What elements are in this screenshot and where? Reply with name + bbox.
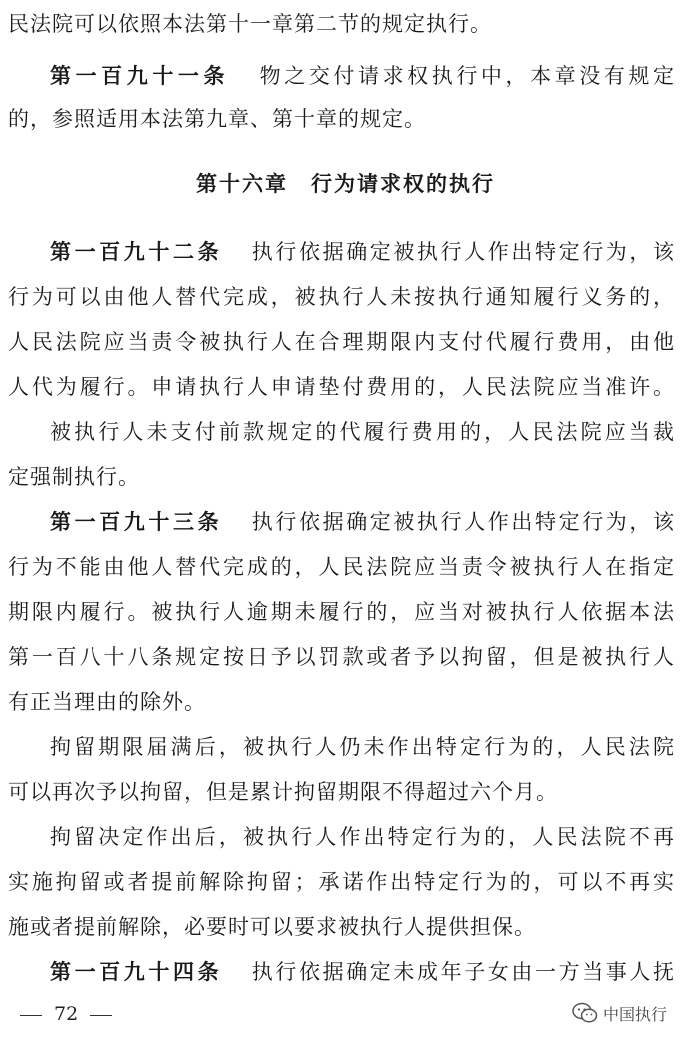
text-line: 人代为履行。申请执行人申请垫付费用的，人民法院应当准许。 [8, 375, 675, 399]
chapter-heading: 第十六章 行为请求权的执行 [196, 172, 495, 196]
text-line: 有正当理由的除外。 [8, 690, 206, 714]
text-line: 拘留期限届满后，被执行人仍未作出特定行为的，人民法院 [50, 735, 675, 759]
text-line: 拘留决定作出后，被执行人作出特定行为的，人民法院不再 [50, 825, 675, 849]
text-line: 的，参照适用本法第九章、第十章的规定。 [8, 107, 426, 131]
article-194-line: 第一百九十四条 执行依据确定未成年子女由一方当事人抚 [50, 960, 675, 984]
text-line: 第一百八十八条规定按日予以罚款或者予以拘留，但是被执行人 [8, 645, 675, 669]
article-number: 第一百九十三条 [50, 510, 223, 534]
text-line: 民法院可以依照本法第十一章第二节的规定执行。 [8, 12, 492, 36]
wechat-icon [572, 1002, 598, 1024]
text-line: 期限内履行。被执行人逾期未履行的，应当对被执行人依据本法 [8, 600, 675, 624]
article-number: 第一百九十二条 [50, 240, 223, 264]
page-number: 72 [20, 998, 112, 1030]
text-line: 实施拘留或者提前解除拘留；承诺作出特定行为的，可以不再实 [8, 870, 675, 894]
text-line: 行为不能由他人替代完成的，人民法院应当责令被执行人在指定 [8, 555, 675, 579]
article-number: 第一百九十四条 [50, 960, 223, 984]
text-line: 被执行人未支付前款规定的代履行费用的，人民法院应当裁 [50, 420, 675, 444]
watermark-label: 中国执行 [603, 1004, 668, 1024]
article-192-line: 第一百九十二条 执行依据确定被执行人作出特定行为，该 [50, 240, 675, 264]
article-number: 第一百九十一条 [50, 64, 230, 88]
article-193-line: 第一百九十三条 执行依据确定被执行人作出特定行为，该 [50, 510, 675, 534]
text-line: 可以再次予以拘留，但是累计拘留期限不得超过六个月。 [8, 780, 558, 804]
article-191-line: 第一百九十一条 物之交付请求权执行中，本章没有规定 [50, 64, 675, 88]
text-line: 施或者提前解除，必要时可以要求被执行人提供担保。 [8, 915, 536, 939]
text-line: 行为可以由他人替代完成，被执行人未按执行通知履行义务的， [8, 285, 675, 309]
watermark [572, 998, 667, 1028]
text-line: 定强制执行。 [8, 465, 140, 489]
text-line: 人民法院应当责令被执行人在合理期限内支付代履行费用，由他 [8, 330, 675, 354]
